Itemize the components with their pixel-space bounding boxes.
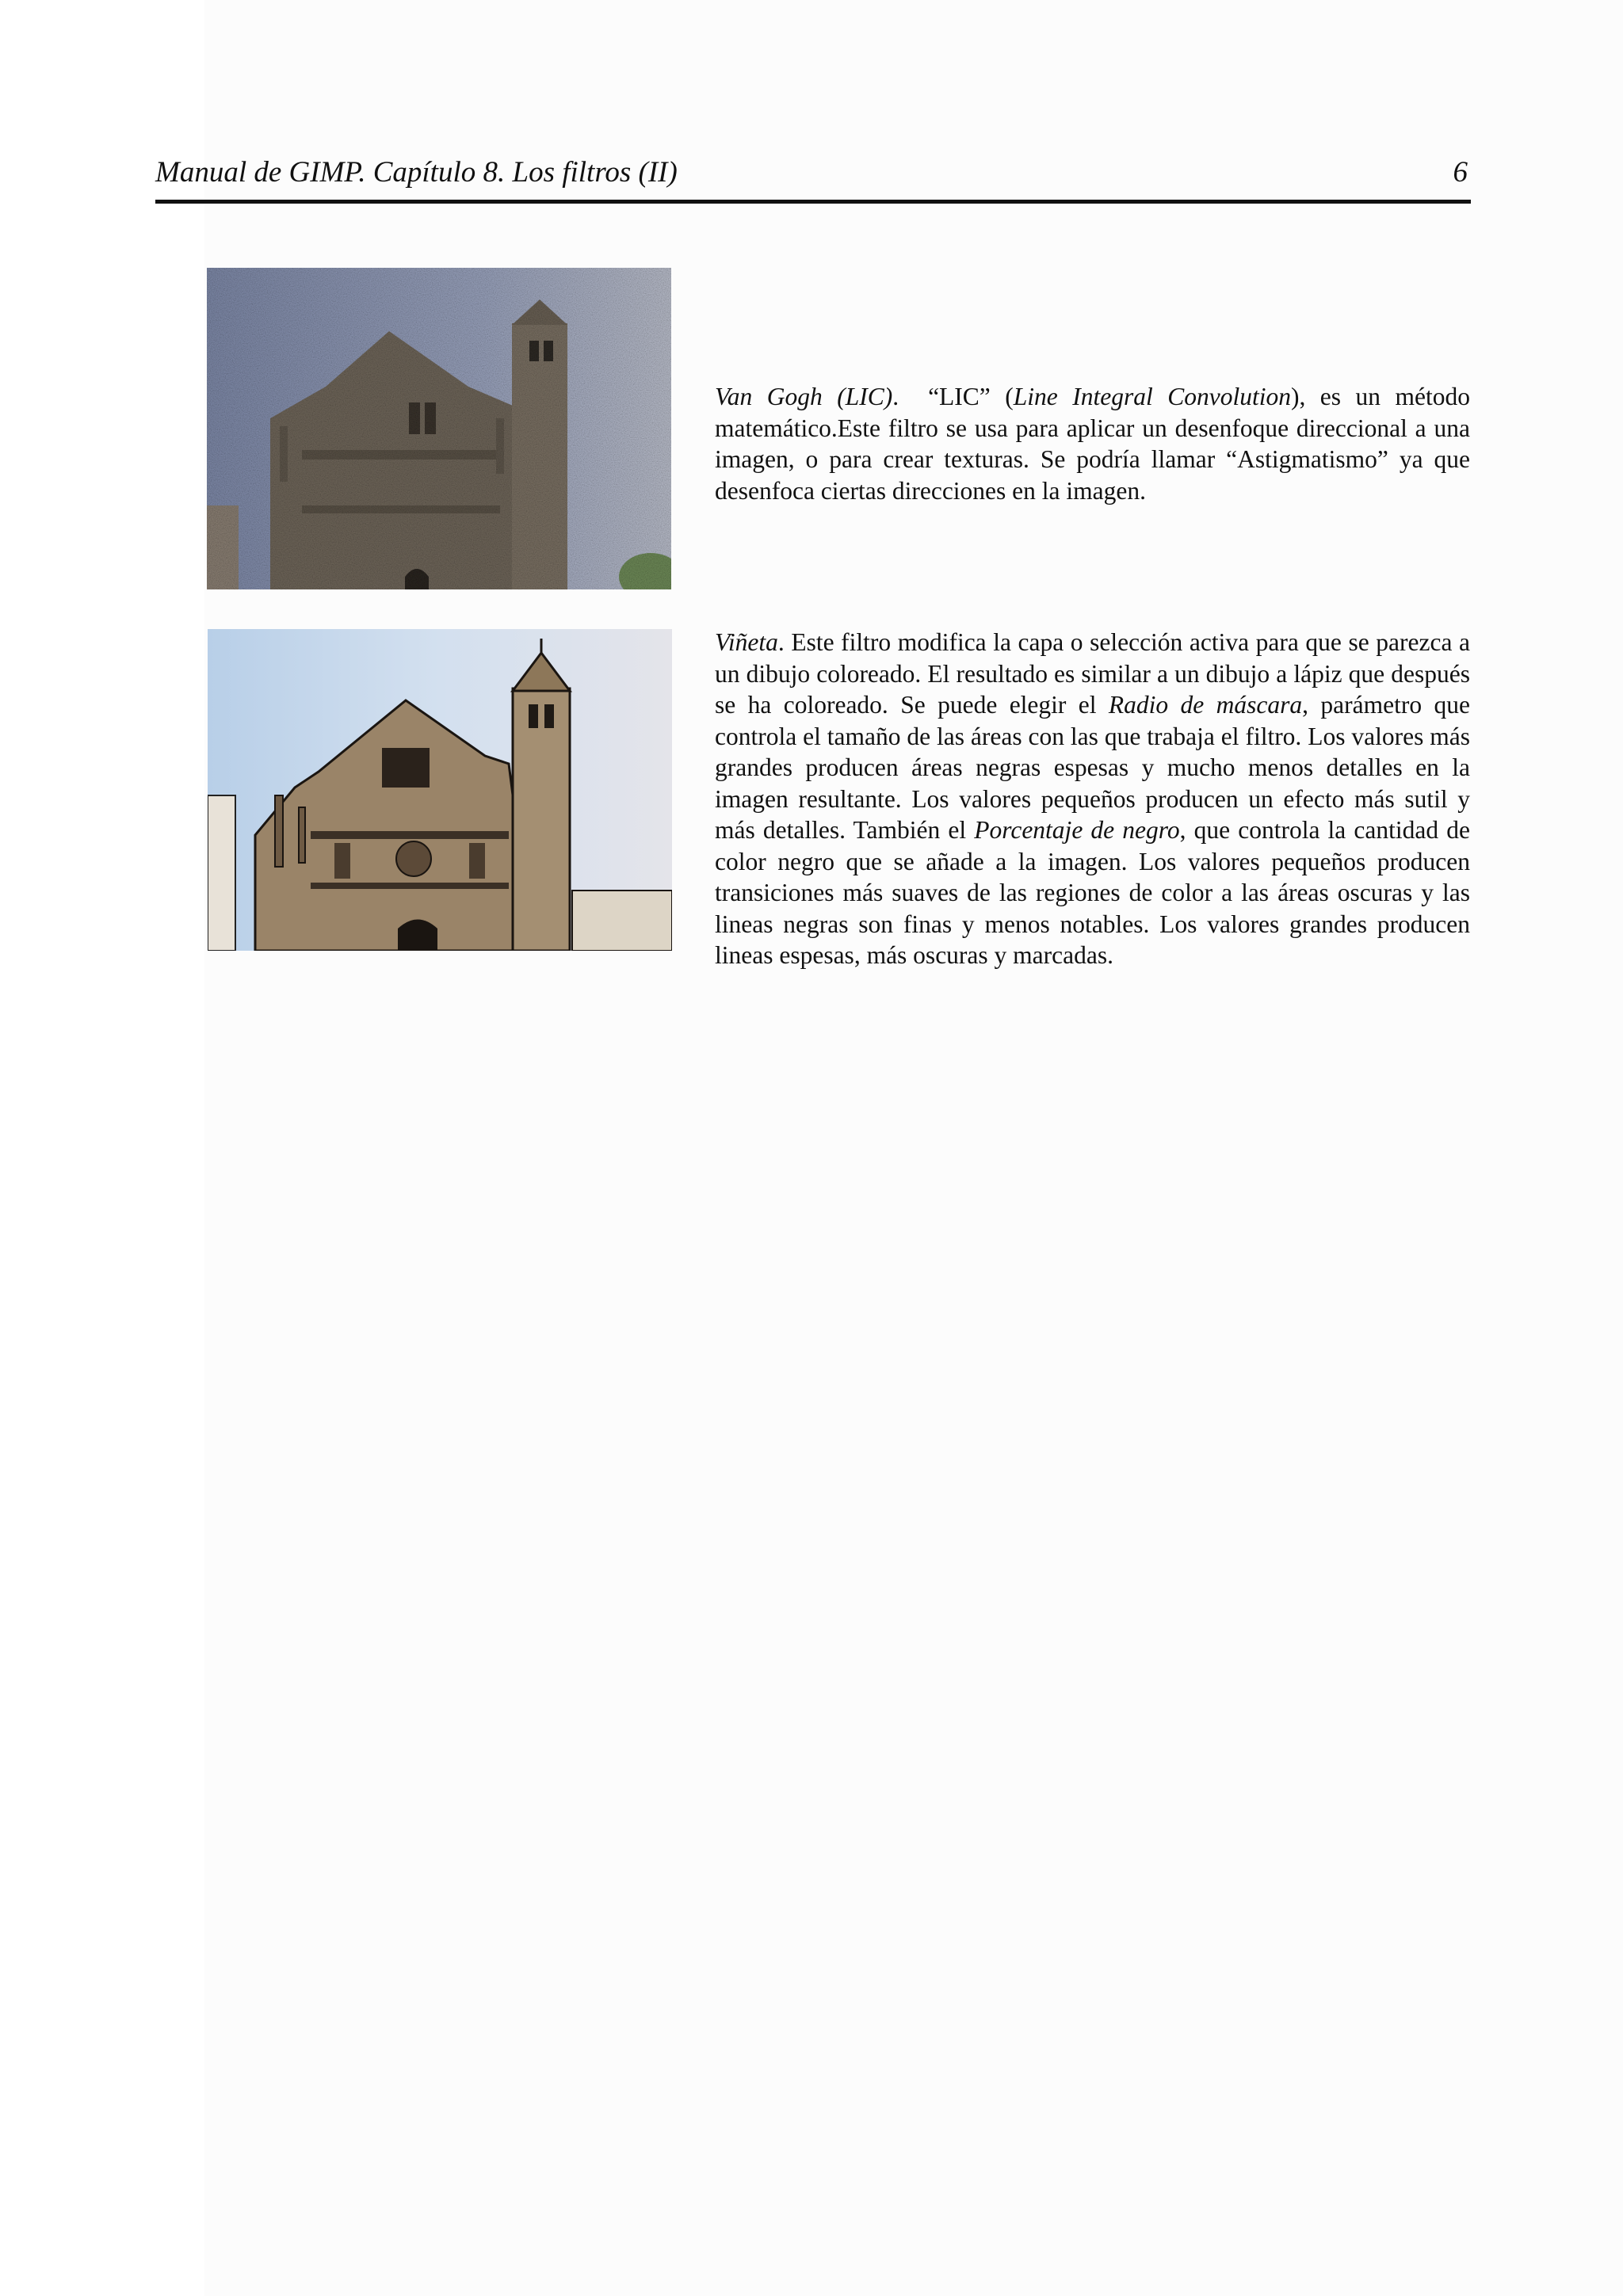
page-number: 6 <box>1453 156 1468 189</box>
vineta-text-part3: , que controla la cantidad de color negro que se añade a la imagen. Los valores pequeños producen transiciones más suaves de las regiones de color a las áreas oscuras y las lineas negras son finas y menos notables. Los valores grandes producen lineas espesas, más oscuras y marcadas. <box>715 816 1470 969</box>
header-title: Manual de GIMP. Capítulo 8. Los filtros (II) <box>155 156 678 189</box>
porcentaje-de-negro-term: Porcentaje de negro <box>974 816 1180 844</box>
lic-church-illustration <box>207 268 671 589</box>
van-gogh-lic-paragraph <box>715 381 1470 506</box>
van-gogh-lic-term: Van Gogh (LIC) <box>715 383 893 410</box>
vineta-paragraph <box>715 627 1470 971</box>
vineta-text-part2: , parámetro que controla el tamaño de las áreas con las que trabaja el filtro. Los valores más grandes producen áreas negras espesas y mucho menos detalles en la imagen resultante. Los valores pequeños producen un efecto más sutil y más detalles. También el <box>715 691 1470 844</box>
vineta-term: Viñeta <box>715 628 778 656</box>
vineta-example-image <box>208 629 672 951</box>
line-integral-convolution-term: Line Integral Convolution <box>1013 383 1291 410</box>
van-gogh-lic-example-image <box>207 268 671 589</box>
lic-description-text: ), es un método matemático.Este filtro se usa para aplicar un desenfoque direccional a una imagen, o para crear texturas. Se podría llamar “Astigmatismo” ya que desenfoca ciertas direcciones en la imagen. <box>715 383 1470 505</box>
lic-quote-text: . “LIC” ( <box>892 383 1014 410</box>
vineta-church-illustration <box>208 629 672 951</box>
vineta-text-part1: . Este filtro modifica la capa o selección activa para que se parezca a un dibujo coloreado. El resultado es similar a un dibujo a lápiz que después se ha coloreado. Se puede elegir el <box>715 628 1470 719</box>
radio-de-mascara-term: Radio de máscara <box>1108 691 1303 719</box>
page-header <box>155 152 1471 204</box>
